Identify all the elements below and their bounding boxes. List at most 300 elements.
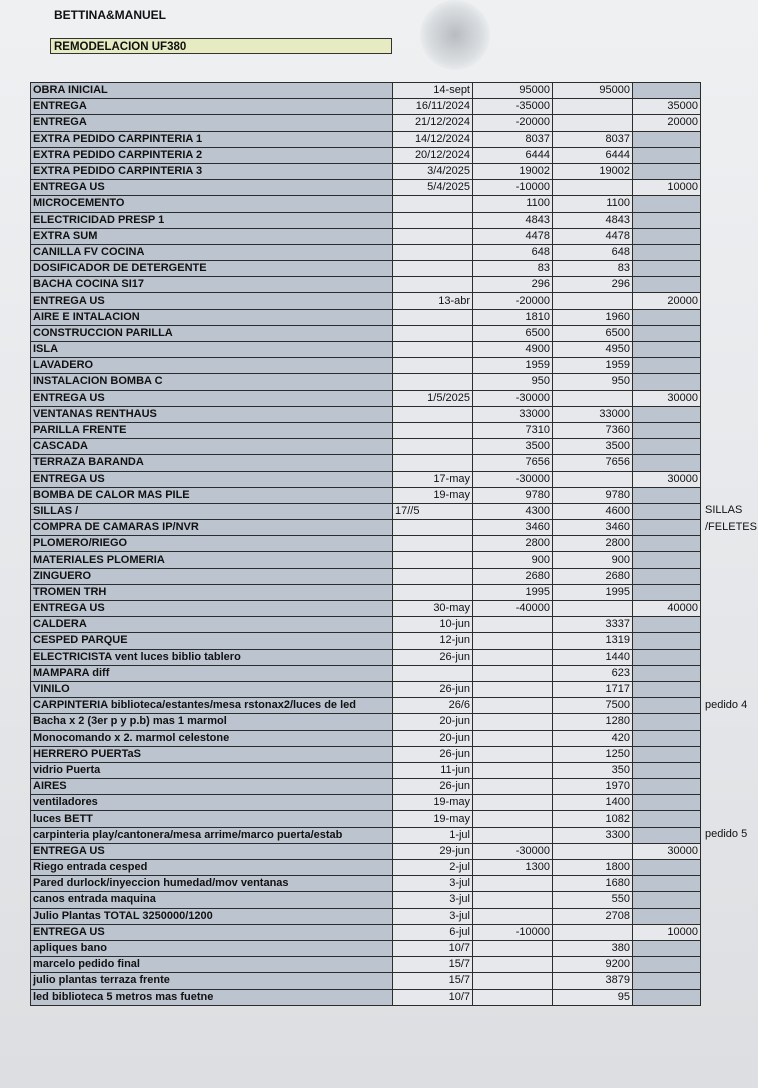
row-description: AIRES xyxy=(31,779,393,795)
row-amount-1: 296 xyxy=(473,277,553,293)
row-amount-2 xyxy=(553,601,633,617)
row-date xyxy=(393,374,473,390)
table-row xyxy=(31,536,701,552)
row-amount-1: -20000 xyxy=(473,293,553,309)
row-amount-3 xyxy=(633,228,701,244)
row-amount-1 xyxy=(473,811,553,827)
row-description: ELECTRICIDAD PRESP 1 xyxy=(31,212,393,228)
table-row xyxy=(31,83,701,99)
table-row xyxy=(31,163,701,179)
row-amount-1: 2800 xyxy=(473,536,553,552)
row-date xyxy=(393,212,473,228)
row-amount-3: 10000 xyxy=(633,180,701,196)
row-description: julio plantas terraza frente xyxy=(31,973,393,989)
row-amount-2: 1970 xyxy=(553,779,633,795)
row-date: 3-jul xyxy=(393,876,473,892)
table-row xyxy=(31,876,701,892)
row-amount-2: 6500 xyxy=(553,325,633,341)
row-amount-3 xyxy=(633,487,701,503)
row-description: VINILO xyxy=(31,681,393,697)
row-description: ZINGUERO xyxy=(31,568,393,584)
table-row xyxy=(31,487,701,503)
row-amount-1 xyxy=(473,957,553,973)
row-description: carpinteria play/cantonera/mesa arrime/marco puerta/estab xyxy=(31,827,393,843)
row-date: 10/7 xyxy=(393,940,473,956)
row-amount-1: 648 xyxy=(473,244,553,260)
row-amount-2: 9780 xyxy=(553,487,633,503)
project-title: REMODELACION UF380 xyxy=(50,38,392,54)
table-row xyxy=(31,406,701,422)
row-date: 19-may xyxy=(393,487,473,503)
row-date xyxy=(393,244,473,260)
row-amount-1: 95000 xyxy=(473,83,553,99)
table-row xyxy=(31,617,701,633)
row-description: OBRA INICIAL xyxy=(31,83,393,99)
table-row xyxy=(31,552,701,568)
row-amount-3 xyxy=(633,147,701,163)
row-description: SILLAS / xyxy=(31,503,393,519)
row-date xyxy=(393,536,473,552)
table-row xyxy=(31,714,701,730)
row-description: EXTRA PEDIDO CARPINTERIA 3 xyxy=(31,163,393,179)
table-row xyxy=(31,342,701,358)
row-amount-1: -20000 xyxy=(473,115,553,131)
row-description: ventiladores xyxy=(31,795,393,811)
row-amount-3 xyxy=(633,212,701,228)
row-date: 3/4/2025 xyxy=(393,163,473,179)
row-description: INSTALACION BOMBA C xyxy=(31,374,393,390)
table-row xyxy=(31,390,701,406)
row-amount-2: 2708 xyxy=(553,908,633,924)
row-amount-3 xyxy=(633,908,701,924)
row-amount-2: 1800 xyxy=(553,860,633,876)
row-amount-3 xyxy=(633,568,701,584)
row-amount-2: 1959 xyxy=(553,358,633,374)
ledger-table xyxy=(30,82,701,1006)
row-date: 20/12/2024 xyxy=(393,147,473,163)
row-amount-3 xyxy=(633,196,701,212)
table-row xyxy=(31,212,701,228)
row-description: VENTANAS RENTHAUS xyxy=(31,406,393,422)
row-date xyxy=(393,665,473,681)
row-amount-2: 1680 xyxy=(553,876,633,892)
table-row xyxy=(31,779,701,795)
row-amount-2: 4600 xyxy=(553,503,633,519)
row-date: 16/11/2024 xyxy=(393,99,473,115)
row-date xyxy=(393,277,473,293)
table-row xyxy=(31,131,701,147)
table-row xyxy=(31,957,701,973)
row-amount-1: 2680 xyxy=(473,568,553,584)
row-amount-2: 1400 xyxy=(553,795,633,811)
row-amount-2: 1960 xyxy=(553,309,633,325)
row-amount-2: 95 xyxy=(553,989,633,1005)
row-amount-1 xyxy=(473,795,553,811)
row-amount-3 xyxy=(633,649,701,665)
row-description: MATERIALES PLOMERIA xyxy=(31,552,393,568)
table-row xyxy=(31,503,701,519)
row-amount-1: 6500 xyxy=(473,325,553,341)
row-date: 21/12/2024 xyxy=(393,115,473,131)
row-date: 5/4/2025 xyxy=(393,180,473,196)
row-amount-3 xyxy=(633,277,701,293)
row-amount-3 xyxy=(633,552,701,568)
row-description: CASCADA xyxy=(31,439,393,455)
row-amount-1 xyxy=(473,940,553,956)
row-amount-3 xyxy=(633,681,701,697)
row-amount-1 xyxy=(473,681,553,697)
row-date xyxy=(393,358,473,374)
row-date xyxy=(393,228,473,244)
row-date: 17//5 xyxy=(393,503,473,519)
row-description: ENTREGA xyxy=(31,115,393,131)
side-note: /FELETES xyxy=(705,520,757,533)
row-amount-2 xyxy=(553,843,633,859)
row-description: ENTREGA US xyxy=(31,293,393,309)
row-description: Julio Plantas TOTAL 3250000/1200 xyxy=(31,908,393,924)
row-amount-3 xyxy=(633,358,701,374)
row-amount-3 xyxy=(633,779,701,795)
table-row xyxy=(31,99,701,115)
ledger-body xyxy=(31,83,701,1006)
row-amount-2: 2800 xyxy=(553,536,633,552)
row-amount-2: 1280 xyxy=(553,714,633,730)
blurred-signature xyxy=(420,0,490,70)
row-amount-1: -35000 xyxy=(473,99,553,115)
row-description: ISLA xyxy=(31,342,393,358)
row-amount-1 xyxy=(473,908,553,924)
row-amount-2 xyxy=(553,924,633,940)
row-description: AIRE E INTALACION xyxy=(31,309,393,325)
row-amount-2: 4478 xyxy=(553,228,633,244)
row-description: ENTREGA US xyxy=(31,601,393,617)
row-date: 1/5/2025 xyxy=(393,390,473,406)
row-amount-3: 30000 xyxy=(633,390,701,406)
row-amount-2: 2680 xyxy=(553,568,633,584)
row-amount-3 xyxy=(633,131,701,147)
row-amount-3: 10000 xyxy=(633,924,701,940)
row-amount-3: 20000 xyxy=(633,293,701,309)
side-note: pedido 5 xyxy=(705,828,748,841)
row-description: EXTRA PEDIDO CARPINTERIA 2 xyxy=(31,147,393,163)
row-amount-3 xyxy=(633,633,701,649)
table-row xyxy=(31,665,701,681)
table-row xyxy=(31,374,701,390)
row-amount-3 xyxy=(633,795,701,811)
row-amount-2 xyxy=(553,115,633,131)
row-amount-2: 350 xyxy=(553,762,633,778)
row-amount-1: 1995 xyxy=(473,584,553,600)
row-amount-2: 3500 xyxy=(553,439,633,455)
table-row xyxy=(31,293,701,309)
row-description: ENTREGA US xyxy=(31,180,393,196)
table-row xyxy=(31,681,701,697)
row-description: ENTREGA US xyxy=(31,924,393,940)
client-name: BETTINA&MANUEL xyxy=(54,8,166,22)
row-amount-3 xyxy=(633,325,701,341)
row-description: EXTRA PEDIDO CARPINTERIA 1 xyxy=(31,131,393,147)
row-amount-3 xyxy=(633,665,701,681)
row-date xyxy=(393,196,473,212)
row-amount-1: 3460 xyxy=(473,520,553,536)
row-amount-3 xyxy=(633,406,701,422)
row-amount-1 xyxy=(473,827,553,843)
table-row xyxy=(31,649,701,665)
row-date: 13-abr xyxy=(393,293,473,309)
row-date xyxy=(393,422,473,438)
row-date xyxy=(393,342,473,358)
row-date xyxy=(393,325,473,341)
row-amount-1 xyxy=(473,665,553,681)
row-amount-1: 7310 xyxy=(473,422,553,438)
row-amount-1: 83 xyxy=(473,261,553,277)
row-amount-1: 19002 xyxy=(473,163,553,179)
row-amount-2: 4843 xyxy=(553,212,633,228)
row-amount-1: -10000 xyxy=(473,924,553,940)
row-date: 2-jul xyxy=(393,860,473,876)
row-description: CANILLA FV COCINA xyxy=(31,244,393,260)
row-amount-2 xyxy=(553,390,633,406)
row-amount-1: 7656 xyxy=(473,455,553,471)
row-date xyxy=(393,309,473,325)
row-description: luces BETT xyxy=(31,811,393,827)
row-amount-2: 420 xyxy=(553,730,633,746)
row-amount-1 xyxy=(473,989,553,1005)
row-description: ENTREGA US xyxy=(31,390,393,406)
row-amount-2: 6444 xyxy=(553,147,633,163)
row-amount-1 xyxy=(473,617,553,633)
row-description: ENTREGA US xyxy=(31,843,393,859)
table-row xyxy=(31,115,701,131)
row-date xyxy=(393,455,473,471)
row-amount-3 xyxy=(633,892,701,908)
table-row xyxy=(31,746,701,762)
row-description: PLOMERO/RIEGO xyxy=(31,536,393,552)
row-amount-3 xyxy=(633,439,701,455)
row-amount-2: 1995 xyxy=(553,584,633,600)
row-date: 26/6 xyxy=(393,698,473,714)
row-amount-3: 30000 xyxy=(633,843,701,859)
row-amount-3 xyxy=(633,617,701,633)
row-amount-3 xyxy=(633,698,701,714)
row-amount-3: 35000 xyxy=(633,99,701,115)
row-amount-2: 1717 xyxy=(553,681,633,697)
row-amount-1 xyxy=(473,973,553,989)
row-amount-3 xyxy=(633,584,701,600)
row-amount-3 xyxy=(633,520,701,536)
row-amount-3 xyxy=(633,342,701,358)
row-description: MICROCEMENTO xyxy=(31,196,393,212)
row-amount-2 xyxy=(553,99,633,115)
row-amount-2: 95000 xyxy=(553,83,633,99)
row-amount-3 xyxy=(633,374,701,390)
row-amount-1 xyxy=(473,633,553,649)
row-amount-1: -40000 xyxy=(473,601,553,617)
table-row xyxy=(31,633,701,649)
row-description: CALDERA xyxy=(31,617,393,633)
table-row xyxy=(31,455,701,471)
row-amount-2: 33000 xyxy=(553,406,633,422)
table-row xyxy=(31,196,701,212)
row-amount-2: 3460 xyxy=(553,520,633,536)
row-amount-1: 4900 xyxy=(473,342,553,358)
row-date: 30-may xyxy=(393,601,473,617)
table-row xyxy=(31,843,701,859)
row-amount-1: 4300 xyxy=(473,503,553,519)
row-amount-3: 40000 xyxy=(633,601,701,617)
row-amount-3 xyxy=(633,536,701,552)
row-date xyxy=(393,584,473,600)
row-amount-1 xyxy=(473,779,553,795)
row-amount-3 xyxy=(633,940,701,956)
table-row xyxy=(31,309,701,325)
row-amount-1 xyxy=(473,762,553,778)
table-row xyxy=(31,989,701,1005)
row-description: PARILLA FRENTE xyxy=(31,422,393,438)
row-description: COMPRA DE CAMARAS IP/NVR xyxy=(31,520,393,536)
row-description: canos entrada maquina xyxy=(31,892,393,908)
row-amount-3 xyxy=(633,989,701,1005)
row-amount-1: 1300 xyxy=(473,860,553,876)
table-row xyxy=(31,892,701,908)
row-amount-1 xyxy=(473,876,553,892)
row-description: Pared durlock/inyeccion humedad/mov ventanas xyxy=(31,876,393,892)
row-description: HERRERO PUERTaS xyxy=(31,746,393,762)
row-amount-2: 7656 xyxy=(553,455,633,471)
row-date: 1-jul xyxy=(393,827,473,843)
row-amount-2: 648 xyxy=(553,244,633,260)
row-amount-1: -30000 xyxy=(473,390,553,406)
row-date: 26-jun xyxy=(393,779,473,795)
table-row xyxy=(31,924,701,940)
row-description: vidrio Puerta xyxy=(31,762,393,778)
row-description: LAVADERO xyxy=(31,358,393,374)
row-amount-1: -30000 xyxy=(473,471,553,487)
row-amount-1 xyxy=(473,698,553,714)
row-date: 20-jun xyxy=(393,730,473,746)
row-amount-2: 1100 xyxy=(553,196,633,212)
table-row xyxy=(31,601,701,617)
row-description: TERRAZA BARANDA xyxy=(31,455,393,471)
row-date: 3-jul xyxy=(393,908,473,924)
row-amount-3 xyxy=(633,827,701,843)
row-description: ENTREGA xyxy=(31,99,393,115)
table-row xyxy=(31,325,701,341)
side-note: pedido 4 xyxy=(705,698,748,711)
table-row xyxy=(31,811,701,827)
row-amount-3 xyxy=(633,973,701,989)
row-amount-3 xyxy=(633,83,701,99)
row-amount-2: 380 xyxy=(553,940,633,956)
row-amount-2 xyxy=(553,471,633,487)
row-amount-2: 1082 xyxy=(553,811,633,827)
row-amount-3 xyxy=(633,957,701,973)
table-row xyxy=(31,471,701,487)
row-amount-1: 33000 xyxy=(473,406,553,422)
row-amount-3 xyxy=(633,503,701,519)
row-amount-1 xyxy=(473,714,553,730)
table-row xyxy=(31,584,701,600)
row-amount-1: 9780 xyxy=(473,487,553,503)
row-amount-3 xyxy=(633,811,701,827)
row-amount-2: 3337 xyxy=(553,617,633,633)
table-row xyxy=(31,698,701,714)
table-row xyxy=(31,795,701,811)
row-amount-1: -30000 xyxy=(473,843,553,859)
table-row xyxy=(31,261,701,277)
row-description: MAMPARA diff xyxy=(31,665,393,681)
row-amount-1: -10000 xyxy=(473,180,553,196)
row-amount-2: 296 xyxy=(553,277,633,293)
row-description: BACHA COCINA SI17 xyxy=(31,277,393,293)
row-date: 14/12/2024 xyxy=(393,131,473,147)
row-amount-2: 9200 xyxy=(553,957,633,973)
row-description: Riego entrada cesped xyxy=(31,860,393,876)
table-row xyxy=(31,180,701,196)
row-amount-1: 8037 xyxy=(473,131,553,147)
row-description: CESPED PARQUE xyxy=(31,633,393,649)
row-date: 29-jun xyxy=(393,843,473,859)
row-description: apliques bano xyxy=(31,940,393,956)
table-row xyxy=(31,439,701,455)
row-amount-3: 30000 xyxy=(633,471,701,487)
row-amount-3: 20000 xyxy=(633,115,701,131)
row-description: led biblioteca 5 metros mas fuetne xyxy=(31,989,393,1005)
row-amount-1: 950 xyxy=(473,374,553,390)
table-row xyxy=(31,244,701,260)
row-amount-1: 4478 xyxy=(473,228,553,244)
table-row xyxy=(31,568,701,584)
row-amount-2: 7360 xyxy=(553,422,633,438)
row-description: EXTRA SUM xyxy=(31,228,393,244)
row-amount-1: 1100 xyxy=(473,196,553,212)
row-description: BOMBA DE CALOR MAS PILE xyxy=(31,487,393,503)
row-amount-3 xyxy=(633,244,701,260)
row-amount-3 xyxy=(633,163,701,179)
row-date: 11-jun xyxy=(393,762,473,778)
row-amount-1: 4843 xyxy=(473,212,553,228)
row-date: 12-jun xyxy=(393,633,473,649)
row-amount-2: 7500 xyxy=(553,698,633,714)
row-amount-1 xyxy=(473,649,553,665)
table-row xyxy=(31,358,701,374)
row-date xyxy=(393,261,473,277)
row-description: CARPINTERIA biblioteca/estantes/mesa rstonax2/luces de led xyxy=(31,698,393,714)
row-amount-3 xyxy=(633,746,701,762)
table-row xyxy=(31,762,701,778)
row-amount-3 xyxy=(633,876,701,892)
row-amount-2: 1319 xyxy=(553,633,633,649)
table-row xyxy=(31,277,701,293)
row-amount-2: 83 xyxy=(553,261,633,277)
row-amount-3 xyxy=(633,422,701,438)
row-date: 10/7 xyxy=(393,989,473,1005)
row-date: 26-jun xyxy=(393,649,473,665)
row-amount-1: 1959 xyxy=(473,358,553,374)
row-amount-2: 19002 xyxy=(553,163,633,179)
table-row xyxy=(31,908,701,924)
row-amount-1 xyxy=(473,746,553,762)
row-amount-1: 1810 xyxy=(473,309,553,325)
row-amount-1: 3500 xyxy=(473,439,553,455)
row-amount-1 xyxy=(473,730,553,746)
row-description: ELECTRICISTA vent luces biblio tablero xyxy=(31,649,393,665)
row-date xyxy=(393,568,473,584)
row-date: 19-may xyxy=(393,795,473,811)
row-amount-3 xyxy=(633,455,701,471)
row-description: marcelo pedido final xyxy=(31,957,393,973)
row-description: DOSIFICADOR DE DETERGENTE xyxy=(31,261,393,277)
